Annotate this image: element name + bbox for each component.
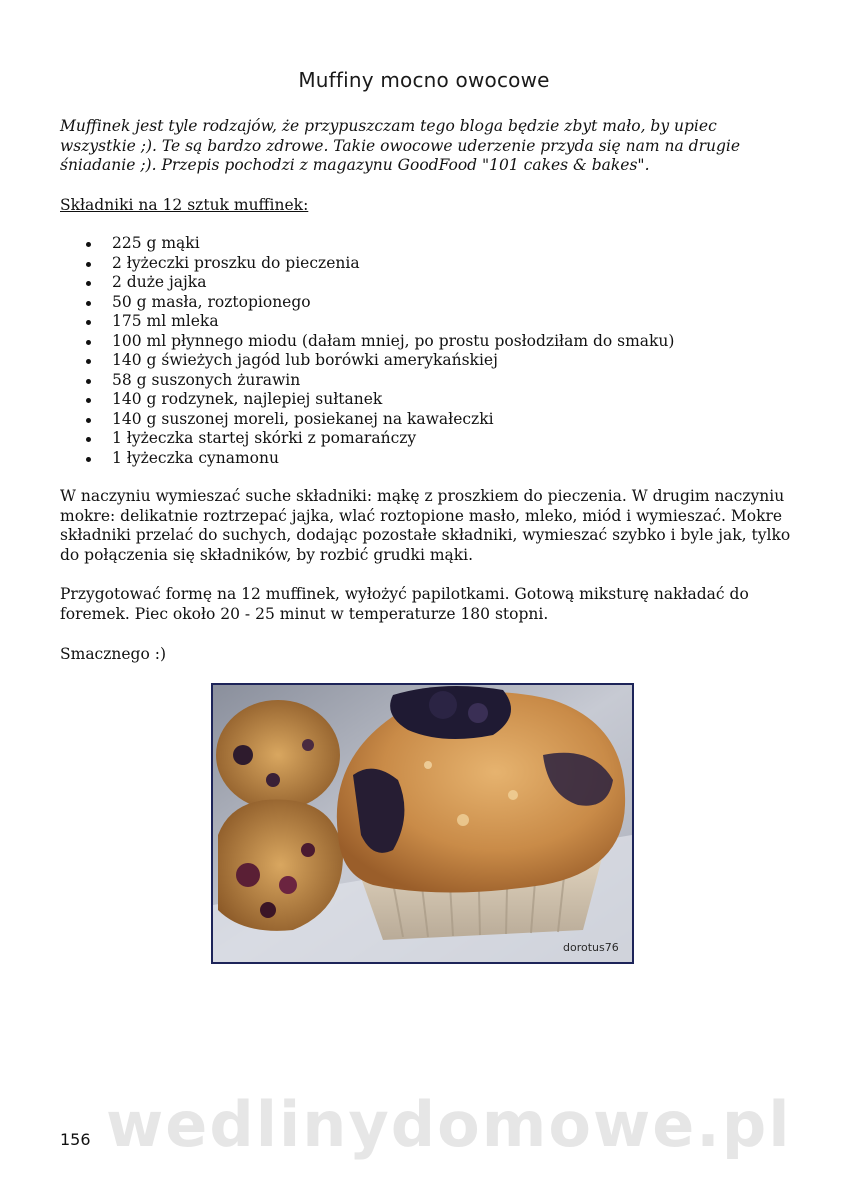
ingredient-item: 1 łyżeczka cynamonu <box>84 449 674 469</box>
method-paragraph-1: W naczyniu wymieszać suche składniki: mąkę z proszkiem do pieczenia. W drugim naczyniu mokre: delikatnie roztrzepać jajka, wlać roztopione masło, mleko, miód i wymieszać. Mokre składniki przelać do suchych, dodając pozostałe składniki, wymieszać szybko i byle jak, tylko do połączenia się składników, by rozbić grudki mąki. <box>60 487 791 564</box>
ingredient-item: 140 g świeżych jagód lub borówki amerykańskiej <box>84 351 674 371</box>
ingredient-item: 2 łyżeczki proszku do pieczenia <box>84 254 674 274</box>
ingredient-item: 140 g suszonej moreli, posiekanej na kawałeczki <box>84 410 674 430</box>
muffin-photo <box>211 683 634 964</box>
ingredient-item: 58 g suszonych żurawin <box>84 371 674 391</box>
site-watermark: wedlinydomowe.pl <box>106 1088 792 1161</box>
recipe-intro: Muffinek jest tyle rodzajów, że przypuszczam tego bloga będzie zbyt mało, by upiec wszystkie ;). Te są bardzo zdrowe. Takie owocowe uderzenie przyda się nam na drugie śniadanie ;). Przepis pochodzi z magazynu GoodFood "101 cakes & bakes". <box>60 117 741 174</box>
method-paragraph-2: Przygotować formę na 12 muffinek, wyłożyć papilotkami. Gotową miksturę nakładać do foremek. Piec około 20 - 25 minut w temperaturze 180 stopni. <box>60 585 749 623</box>
ingredient-item: 1 łyżeczka startej skórki z pomarańczy <box>84 429 674 449</box>
ingredient-item: 175 ml mleka <box>84 312 674 332</box>
photo-watermark: dorotus76 <box>563 941 619 954</box>
closing-text: Smacznego :) <box>60 645 167 663</box>
ingredient-item: 225 g mąki <box>84 234 674 254</box>
muffin-photo-illustration <box>213 685 632 962</box>
page-number: 156 <box>60 1130 91 1149</box>
ingredient-item: 50 g masła, roztopionego <box>84 293 674 313</box>
ingredients-list <box>84 234 674 468</box>
ingredient-item: 140 g rodzynek, najlepiej sułtanek <box>84 390 674 410</box>
ingredient-item: 2 duże jajka <box>84 273 674 293</box>
recipe-title: Muffiny mocno owocowe <box>298 68 550 92</box>
ingredients-heading: Składniki na 12 sztuk muffinek: <box>60 196 309 214</box>
ingredient-item: 100 ml płynnego miodu (dałam mniej, po prostu posłodziłam do smaku) <box>84 332 674 352</box>
